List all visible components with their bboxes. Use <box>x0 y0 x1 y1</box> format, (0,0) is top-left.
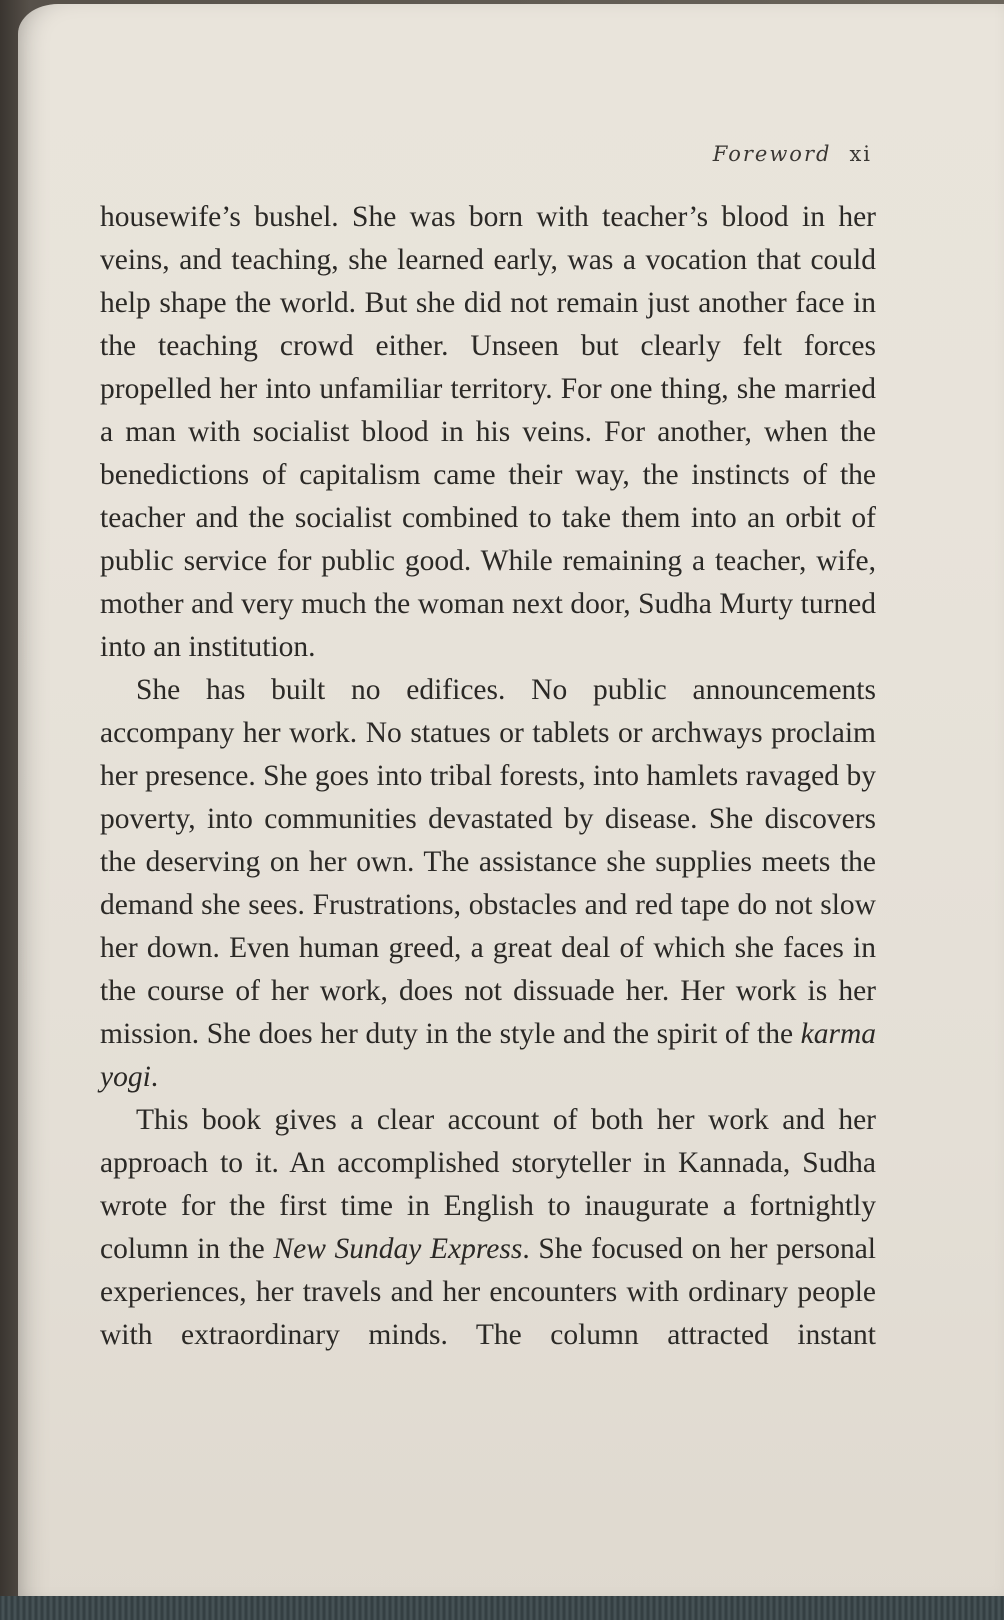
paragraph-3-text: This book gives a clear account of both her work and her approach to it. An accomplished storyteller in Kannada, Sudha wrote for the first time in English to inaugurate a fortnightly column in the <box>100 1104 876 1265</box>
running-head <box>713 142 872 166</box>
page-number: xi <box>849 142 872 166</box>
paragraph-2 <box>100 669 876 1099</box>
body-text <box>100 196 876 1357</box>
paragraph-1: housewife’s bushel. She was born with teacher’s blood in her veins, and teaching, she learned early, was a vocation that could help shape the world. But she did not remain just another face in the teaching crowd either. Unseen but clearly felt forces propelled her into unfamiliar territory. For one thing, she married a man with socialist blood in his veins. For another, when the benedictions of capitalism came their way, the instincts of the teacher and the socialist combined to take them into an orbit of public service for public good. While remaining a teacher, wife, mother and very much the woman next door, Sudha Murty turned into an institution. <box>100 201 876 663</box>
paragraph-3 <box>100 1099 876 1357</box>
paragraph-2-end: . <box>150 1061 159 1093</box>
paragraph-3-end: . She focused on her personal experiences, her travels and her encounters with ordinary people with extraordinary minds. The column attracted instant <box>100 1233 877 1351</box>
paragraph-2-italic: karma yogi <box>100 1018 877 1093</box>
paragraph-2-text: She has built no edifices. No public announcements accompany her work. No statues or tablets or archways proclaim her presence. She goes into tribal forests, into hamlets ravaged by poverty, into communities devastated by disease. She discovers the deserving on her own. The assistance she supplies meets the demand she sees. Frustrations, obstacles and red tape do not slow her down. Even human greed, a great deal of which she faces in the course of her work, does not dissuade her. Her work is her mission. She does her duty in the style and the spirit of the <box>100 674 876 1050</box>
section-title: Foreword <box>712 142 832 166</box>
paragraph-3-italic: New Sunday Express <box>273 1233 523 1265</box>
page-stack-edge <box>0 1596 1004 1620</box>
